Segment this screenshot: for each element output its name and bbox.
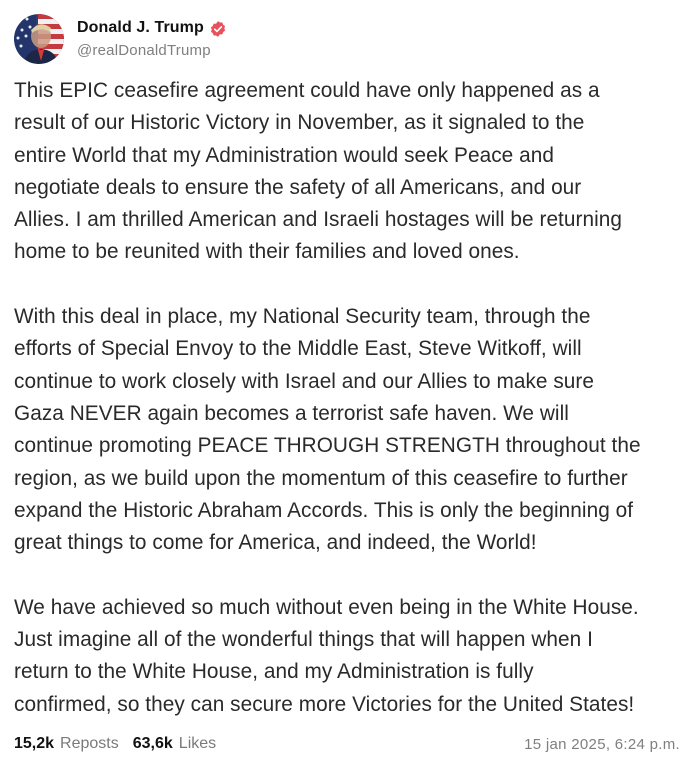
verified-badge-icon: [209, 20, 227, 38]
reposts-label: Reposts: [60, 735, 119, 752]
post-footer: [14, 733, 680, 755]
display-name-row: [77, 16, 227, 40]
post-paragraph-1: This EPIC ceasefire agreement could have only happened as a result of our Historic Victory in November, as it signaled to the entire World that my Administration would seek Peace and negotiate deals to ensure the safety of all Americans, and our Allies. I am thrilled American and Israeli hostages will be returning home to be reunited with their families and loved ones.: [14, 79, 623, 264]
post-body: [14, 75, 690, 721]
reposts-count: 15,2k: [14, 735, 55, 752]
author-names: [77, 16, 227, 59]
reposts-stat[interactable]: [14, 735, 119, 753]
likes-stat[interactable]: [133, 735, 216, 753]
avatar-flag-portrait-icon: [14, 14, 64, 64]
post-timestamp[interactable]: 15 jan 2025, 6:24 p.m.: [524, 735, 680, 753]
likes-label: Likes: [178, 735, 217, 752]
avatar[interactable]: [14, 14, 64, 64]
likes-count: 63,6k: [132, 735, 173, 752]
post-header: [14, 14, 227, 64]
author-handle[interactable]: @realDonaldTrump: [77, 42, 211, 59]
post-paragraph-3: We have achieved so much without even being in the White House. Just imagine all of the wonderful things that will happen when I return to the White House, and my Administration is fully confirmed, so they can secure more Victories for the United States!: [14, 595, 639, 716]
post-paragraph-2: With this deal in place, my National Security team, through the efforts of Special Envoy to the Middle East, Steve Witkoff, will continue to work closely with Israel and our Allies to make sure Gaza NEVER again becomes a terrorist safe haven. We will continue promoting PEACE THROUGH STRENGTH throughout the region, as we build upon the momentum of this ceasefire to further expand the Historic Abraham Accords. This is only the beginning of great things to come for America, and indeed, the World!: [14, 305, 641, 555]
author-display-name[interactable]: Donald J. Trump: [77, 19, 204, 36]
